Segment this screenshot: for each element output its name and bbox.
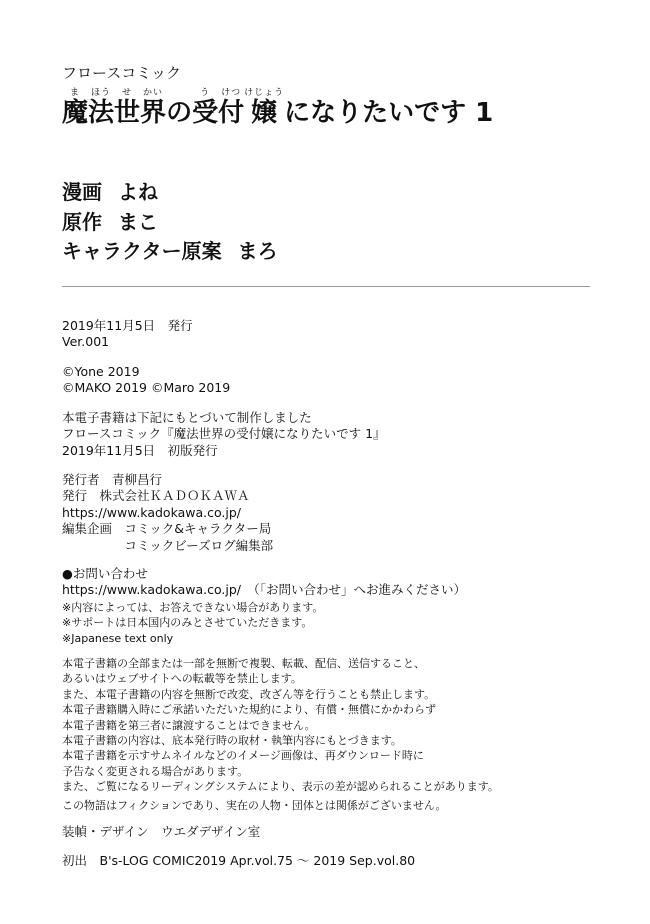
divider	[62, 286, 590, 287]
legal-line: 本電子書籍の内容は、底本発行時の取材・執筆内容にもとづきます。	[62, 734, 402, 748]
title-ruby: う	[200, 88, 211, 98]
design-credit: 装幀・デザイン ウエダデザイン室	[62, 824, 261, 839]
publisher-block	[62, 472, 273, 554]
legal-line: 本電子書籍の全部または一部を無断で複製、転載、配信、送信すること、	[62, 657, 425, 670]
title-base: 界	[140, 98, 167, 128]
title-char	[88, 88, 114, 128]
contact-block	[62, 566, 466, 599]
copyright-line: ©MAKO 2019 ©Maro 2019	[62, 380, 231, 396]
version: Ver.001	[62, 334, 110, 350]
copyright-line: ©Yone 2019	[62, 364, 140, 379]
legal-line: 予告なく変更される場合があります。	[62, 764, 249, 778]
contact-note: ※サポートは日本国内のみとさせていただきます。	[62, 616, 313, 630]
legal-line: 本電子書籍を示すサムネイルなどのイメージ画像は、再ダウンロード時に	[62, 749, 424, 763]
title-char	[218, 88, 244, 128]
legal-line: また、本電子書籍の内容を無断で改変、改ざん等を行うことも禁止します。	[62, 687, 436, 701]
first-appearance: 初出 B's-LOG COMIC2019 Apr.vol.75 ～ 2019 Sep.vol.80	[62, 853, 416, 868]
credit-role: 漫画	[62, 180, 102, 204]
title-char	[62, 88, 88, 128]
source-line: フロースコミック『魔法世界の受付嬢になりたいです 1』	[62, 426, 386, 442]
publisher-line: 編集企画 コミック&キャラクター局	[62, 521, 272, 537]
book-title	[62, 88, 493, 128]
title-ruby: かい	[143, 88, 164, 98]
contact-url[interactable]: https://www.kadokawa.co.jp/ （「お問い合わせ」へお進みください）	[62, 582, 466, 598]
title-base: 世	[114, 98, 141, 128]
legal-notice	[62, 656, 499, 795]
credit-name: まろ	[237, 239, 278, 263]
title-base: 魔	[62, 98, 89, 128]
credit-role: キャラクター原案	[62, 239, 222, 263]
credit-character-design	[62, 235, 278, 264]
title-base: の	[166, 98, 193, 128]
legal-line: 本電子書籍を第三者に譲渡することはできません。	[62, 718, 316, 732]
title-char	[244, 88, 284, 128]
imprint-label: フロースコミック	[62, 64, 181, 82]
legal-line: また、ご覧になるリーディングシステムにより、表示の差が認められることがあります。	[62, 780, 499, 794]
title-tail: になりたいです 1	[284, 98, 494, 128]
publisher-url[interactable]: https://www.kadokawa.co.jp/	[62, 504, 241, 520]
source-line: 2019年11月5日 初版発行	[62, 442, 218, 458]
contact-note: ※Japanese text only	[62, 631, 174, 645]
publisher-line: 発行者 青柳昌行	[62, 472, 163, 487]
credit-original	[62, 206, 158, 235]
title-char	[140, 88, 166, 128]
title-ruby: けつ	[221, 88, 242, 98]
title-ruby: せ	[122, 88, 133, 98]
source-block	[62, 410, 386, 459]
publisher-line: コミックビーズログ編集部	[62, 537, 274, 553]
publisher-line: 発行 株式会社ＫＡＤＯＫＡＷＡ	[62, 488, 250, 504]
title-char	[114, 88, 140, 128]
title-char	[166, 88, 192, 128]
title-ruby: けじょう	[244, 88, 285, 98]
copyright-block	[62, 364, 230, 397]
title-ruby: ま	[70, 88, 81, 98]
title-base: 付	[218, 98, 245, 128]
credit-name: まこ	[118, 210, 158, 234]
credit-name: よね	[118, 180, 158, 204]
publication-date: 2019年11月5日 発行	[62, 318, 193, 333]
credit-manga	[62, 176, 158, 205]
title-char	[192, 88, 218, 128]
title-base: 法	[88, 98, 115, 128]
legal-line: あるいはウェブサイトへの転載等を禁止します。	[62, 672, 302, 686]
credit-role: 原作	[62, 210, 102, 234]
contact-note: ※内容によっては、お答えできない場合があります。	[62, 601, 324, 614]
title-base: 嬢	[251, 98, 278, 128]
source-line: 本電子書籍は下記にもとづいて制作しました	[62, 410, 312, 425]
title-base: 受	[192, 98, 219, 128]
title-ruby: ほう	[91, 88, 112, 98]
contact-heading: ●お問い合わせ	[62, 566, 148, 581]
legal-line: 本電子書籍購入時にご承諾いただいた規約により、有償・無償にかかわらず	[62, 703, 436, 717]
publication-info	[62, 318, 193, 351]
contact-notes	[62, 600, 323, 646]
fiction-note: この物語はフィクションであり、実在の人物・団体とは関係がございません。	[62, 799, 447, 812]
